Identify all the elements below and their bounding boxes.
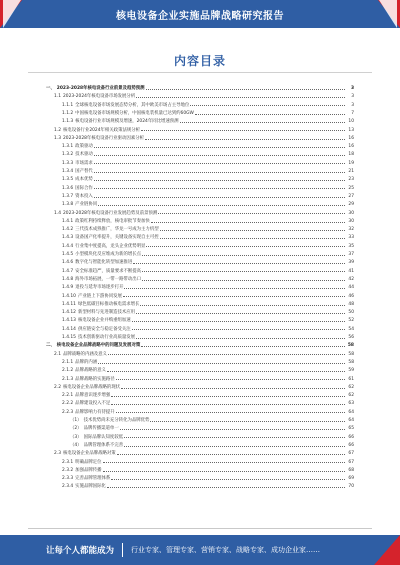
toc-entry-number: 2.3 [54,451,61,457]
toc-entry-label: 资本投入 [75,193,93,199]
toc-entry-number: 1.3.2 [62,152,74,158]
toc-entry-page: 16 [348,144,354,150]
toc-leader-dots [94,155,345,156]
toc-entry[interactable] [62,184,354,191]
toc-entry-page: 3 [350,86,354,91]
toc-entry-page: 30 [348,218,354,224]
toc-leader-dots [120,429,345,430]
toc-entry-label: 技术优势尚未充分转化为品牌优势 [83,418,150,423]
toc-entry-number: 1.3.8 [62,202,74,208]
toc-entry-number: 1.4.2 [62,227,74,233]
toc-entry-label: 数字化与智能化转型加速推进 [75,260,133,266]
toc-entry-label: 全球核电设备市场发展态势分析，其中欧美市场占主导地位 [75,102,190,108]
toc-leader-dots [98,363,345,364]
toc-entry[interactable] [54,350,354,357]
toc-entry-label: 成本优势 [75,177,93,183]
toc-entry-label: 完善品牌管理体系 [75,476,111,482]
toc-leader-dots [111,404,345,405]
toc-entry[interactable] [62,192,354,199]
toc-entry-page: 67 [348,451,354,457]
toc-leader-dots [117,454,345,455]
toc-leader-dots [150,421,345,422]
toc-entry-page: 33 [348,235,354,241]
toc-leader-dots [132,321,345,322]
toc-leader-dots [142,271,345,272]
toc-entry-number: 2.3.4 [62,484,74,490]
toc-leader-dots [145,139,345,140]
toc-entry-page: 64 [348,409,354,415]
toc-entry-number: 2.3.2 [62,467,74,473]
toc-leader-dots [94,188,345,189]
toc-entry[interactable] [62,258,354,265]
toc-entry[interactable] [54,134,354,141]
toc-leader-dots [190,105,345,106]
toc-entry-label: 国产替代 [75,169,93,174]
toc-entry-number: 2.2.3 [62,409,74,415]
toc-entry-number: 1.3.7 [62,193,74,199]
toc-entry[interactable] [62,366,354,373]
toc-entry[interactable] [54,209,354,216]
toc-entry[interactable] [62,242,354,249]
toc-entry-number: （2） [70,426,82,432]
toc-entry[interactable] [54,383,354,390]
toc-entry-label: 品牌管理体系不完善 [83,442,124,448]
toc-leader-dots [94,197,345,198]
toc-entry-number: 1.3.3 [62,160,74,166]
toc-entry[interactable] [62,358,354,365]
toc-leader-dots [142,255,345,256]
toc-entry-page: 67 [348,459,354,465]
toc-entry-label: 核电设备企业并购重组加速 [77,318,131,324]
toc-entry-page: 3 [351,102,354,108]
toc-leader-dots [146,246,345,247]
toc-entry-label: 核电设备企业品牌战略中的问题及发展对策 [56,343,141,349]
toc-leader-dots [98,205,345,206]
toc-entry-number: 二、 [46,343,55,349]
toc-leader-dots [103,471,345,472]
toc-entry-page: 42 [348,276,354,282]
toc-entry-page: 50 [348,310,354,316]
toc-entry[interactable] [62,267,354,274]
toc-leader-dots [158,213,345,214]
toc-heading: 内容目录 [173,54,226,68]
toc-entry-label: 加强品牌传播 [75,467,102,473]
toc-entry-label: 绿色低碳目标推动核电需求增长 [77,301,140,307]
toc-entry[interactable] [62,466,354,473]
toc-entry[interactable] [54,126,354,133]
toc-entry[interactable] [70,433,354,440]
toc-entry[interactable] [62,391,354,398]
toc-entry-label: 海外市场拓展，一带一路带动出口 [75,276,142,282]
toc-entry[interactable] [62,333,354,340]
toc-entry-number: 2.1.3 [62,376,74,382]
toc-entry[interactable] [62,275,354,282]
footer-services: 行业专家、管理专家、营销专家、战略专家、成功企业家…… [131,546,320,554]
toc-entry-page: 46 [348,293,354,299]
toc-entry-label: 品牌战略的内涵及意义 [62,351,107,357]
toc-entry-number: 1.1 [54,94,61,100]
toc-leader-dots [146,89,345,90]
toc-entry-number: 1.4.13 [62,318,76,324]
toc-entry-number: 1.4 [54,210,61,216]
toc-entry-label: 行业集中度提高，龙头企业优势明显 [75,243,146,249]
toc-entry-number: 2.1 [54,351,61,357]
toc-entry-number: 1.4.3 [62,235,74,241]
toc-entry[interactable] [54,449,354,456]
toc-entry-page: 62 [348,393,354,399]
toc-entry[interactable] [62,175,354,182]
toc-entry[interactable] [62,316,354,323]
toc-entry-page: 58 [347,343,354,349]
toc-entry[interactable] [62,250,354,257]
toc-leader-dots [116,412,345,413]
toc-entry-label: 品牌战略的实施路径 [75,376,115,382]
toc-entry-page: 66 [348,434,354,440]
toc-entry-page: 70 [348,484,354,490]
toc-entry[interactable] [62,308,354,315]
toc-entry-page: 58 [348,359,354,365]
toc-entry[interactable] [62,109,354,116]
toc-leader-dots [140,305,345,306]
toc-entry-number: 1.1.2 [62,110,74,116]
toc-entry-label: 2023-2024年核电设备市场发展分析 [62,94,136,100]
toc-entry-number: 1.4.10 [62,293,76,299]
toc-leader-dots [180,122,345,123]
toc-entry-number: 1.4.1 [62,218,74,224]
toc-entry-number: 1.4.7 [62,268,74,274]
toc-entry-number: 1.4.14 [62,326,76,332]
toc-entry-number: 2.3.3 [62,476,74,482]
toc-entry-page: 61 [348,376,354,382]
toc-entry[interactable] [62,399,354,406]
toc-entry-page: 18 [348,152,354,158]
toc-entry[interactable] [62,200,354,207]
toc-entry-page: 3 [351,94,354,100]
toc-entry-number: 2.2 [54,384,61,390]
toc-leader-dots [136,313,345,314]
toc-entry-label: 品牌的内涵 [75,359,98,365]
toc-leader-dots [133,263,345,264]
toc-leader-dots [142,280,345,281]
toc-entry-page: 68 [348,467,354,473]
toc-entry-page: 10 [348,119,354,125]
toc-leader-dots [107,371,345,372]
toc-entry-page: 25 [348,185,354,191]
toc-entry[interactable] [46,84,354,91]
toc-entry-label: 政策红利持续释放，核电审批节奏加快 [75,218,150,224]
toc-entry-page: 62 [348,384,354,390]
toc-entry-page: 32 [348,227,354,233]
toc-entry-page: 58 [348,351,354,357]
toc-entry-number: 1.1.1 [62,102,74,108]
toc-entry-page: 63 [348,401,354,407]
toc-leader-dots [94,147,345,148]
toc-entry[interactable] [62,458,354,465]
toc-entry-page: 65 [348,426,354,432]
toc-entry-label: 品牌传播渠道单一 [83,426,119,432]
toc-leader-dots [107,487,345,488]
toc-entry-page: 48 [348,301,354,307]
toc-entry-label: 2023-2028年核电设备行业发展趋势及前景预测 [62,210,158,216]
toc-entry-label: 核电设备企业品牌战略对策 [62,451,116,457]
toc-entry-number: 1.4.12 [62,310,76,316]
toc-entry-label: 中国核电设备市场规模分析，中国核电装机量已达到约60GW [75,110,194,116]
toc-entry-label: 三代技术成熟推广，华龙一号成为主力机型 [75,227,159,233]
toc-entry-number: 1.3.4 [62,169,74,174]
toc-entry-page: 41 [348,268,354,274]
toc-entry-number: 1.2 [54,127,61,133]
toc-entry[interactable] [62,325,354,332]
toc-entry-number: 2.3.1 [62,459,74,465]
toc-entry-page: 29 [348,202,354,208]
toc-entry-label: 小型模块化反应堆成为新的增长点 [75,252,142,257]
toc-entry-number: 1.4.6 [62,260,74,266]
toc-entry-number: 1.3.5 [62,177,74,183]
toc-entry-number: 1.4.15 [62,335,76,340]
toc-entry-page: 19 [348,160,354,166]
toc-entry-number: （4） [70,442,82,448]
toc-entry-page: 27 [348,193,354,199]
toc-entry-page: 56 [348,335,354,340]
toc-entry-label: 核电设备企业品牌战略的现状 [62,384,121,390]
footer-bar [0,535,400,565]
toc-entry-label: 国际品牌认知度较低 [83,434,124,440]
toc-entry-label: 产业链上下游协同发展 [77,293,122,299]
toc-leader-dots [141,346,345,347]
toc-entry-number: 1.3.6 [62,185,74,191]
toc-entry-number: 2.2.1 [62,393,74,399]
toc-entry-label: 安全标准趋严，质量要求不断提高 [75,268,142,274]
toc-leader-dots [195,114,345,115]
toc-entry-page: 69 [348,476,354,482]
toc-entry-label: 供应链安全与稳定备受关注 [77,326,131,332]
footer-accent [374,535,400,565]
toc-entry-number: 1.1.3 [62,119,74,125]
toc-entry-number: 1.3 [54,135,61,141]
toc-entry[interactable] [62,474,354,481]
toc-leader-dots [151,222,345,223]
toc-entry-label: 品牌影响力有待提升 [75,409,115,415]
toc-entry-label: 2023-2028年核电设备行业前景及趋势预测 [56,86,145,91]
toc-entry[interactable] [70,424,354,431]
toc-leader-dots [141,130,345,131]
footer-divider [28,528,372,529]
toc-entry-number: （1） [70,418,82,423]
toc-entry-page: 39 [348,260,354,266]
toc-leader-dots [136,97,345,98]
footer-slogan: 让每个人都能成为 [46,546,115,556]
toc-leader-dots [111,479,345,480]
toc-entry-page: 52 [348,318,354,324]
toc-entry-page: 64 [348,418,354,423]
toc-leader-dots [94,180,345,181]
toc-entry[interactable] [70,416,354,423]
toc-entry-page: 23 [348,177,354,183]
toc-entry-number: 2.1.1 [62,359,74,365]
toc-entry-page: 13 [348,127,354,133]
toc-entry-number: 1.4.4 [62,243,74,249]
toc-entry-label: 国际合作 [75,185,93,191]
footer-separator [122,543,123,557]
toc-entry-label: 政策驱动 [75,144,93,150]
toc-entry[interactable] [54,92,354,99]
toc-entry-label: 技术创新驱动行业高质量发展 [77,335,136,340]
toc-entry[interactable] [62,117,354,124]
toc-entry[interactable] [62,233,354,240]
toc-entry-page: 21 [348,169,354,174]
toc-leader-dots [121,388,345,389]
toc-entry-number: （3） [70,434,82,440]
toc-entry-label: 2023-2028年核电设备行业驱动因素分析 [62,135,144,141]
toc-leader-dots [160,238,345,239]
toc-entry[interactable] [62,300,354,307]
toc-entry[interactable] [70,441,354,448]
toc-entry[interactable] [62,150,354,157]
toc-entry-page: 7 [351,110,354,116]
toc-entry-label: 实施品牌国际化 [75,484,106,490]
toc-leader-dots [111,396,345,397]
toc-entry-number: 1.4.5 [62,252,74,257]
report-title: 核电设备企业实施品牌战略研究报告 [116,11,284,22]
toc-entry-label: 品牌战略的意义 [75,368,106,374]
toc-entry-page: 54 [348,326,354,332]
toc-leader-dots [123,296,345,297]
toc-entry-number: 2.2.2 [62,401,74,407]
toc-entry-number: 1.3.1 [62,144,74,150]
toc-entry-page: 16 [348,135,354,141]
toc-entry-label: 明确品牌定位 [75,459,102,465]
toc-entry[interactable] [62,292,354,299]
toc-leader-dots [124,288,345,289]
toc-entry-number: 1.4.9 [62,285,74,291]
toc-leader-dots [94,172,345,173]
toc-entry[interactable] [62,408,354,415]
toc-entry-label: 退役与延寿市场逐步打开 [75,285,124,291]
toc-entry-page: 30 [348,210,354,216]
toc-entry-number: 1.4.11 [62,301,76,307]
toc-entry-page: 59 [348,368,354,374]
toc-entry-label: 核电设备行业2024年相关政策法规分析 [62,127,141,133]
toc-entry-page: 66 [348,442,354,448]
toc-leader-dots [132,329,345,330]
toc-entry-number: 1.4.8 [62,276,74,282]
toc-entry-number: 2.1.2 [62,368,74,374]
toc-entry-label: 产业链协同 [75,202,98,208]
toc-leader-dots [116,379,345,380]
toc-entry[interactable] [62,101,354,108]
toc-entry[interactable] [62,283,354,290]
toc-entry-page: 37 [348,252,354,257]
toc-entry[interactable] [62,159,354,166]
toc-entry[interactable] [62,167,354,174]
toc-entry[interactable] [62,225,354,232]
toc-entry[interactable] [62,482,354,489]
toc-entry-page: 35 [348,243,354,249]
toc-entry-page: 44 [348,285,354,291]
toc-leader-dots [94,163,345,164]
toc-leader-dots [103,462,345,463]
toc-entry-label: 品牌建设投入不足 [75,401,111,407]
toc-entry[interactable] [62,142,354,149]
toc-entry-label: 市场需求 [75,160,93,166]
toc-entry-label: 品牌意识逐步增强 [75,393,111,399]
toc-leader-dots [136,338,345,339]
toc-entry-number: 一、 [46,86,55,91]
toc-entry-label: 设备国产化率提升，关键设备实现自主可控 [75,235,159,241]
toc-leader-dots [124,437,345,438]
toc-entry-label: 核电设备行业市场规模及增速，2024年同比增速预测 [75,119,179,125]
toc-entry-label: 新型材料与先进制造技术应用 [77,310,136,316]
toc-entry[interactable] [62,217,354,224]
toc-leader-dots [160,230,345,231]
toc-entry[interactable] [62,375,354,382]
toc-entry[interactable] [46,341,354,348]
toc-leader-dots [108,354,345,355]
toc-leader-dots [124,446,345,447]
toc-entry-label: 技术驱动 [75,152,93,158]
